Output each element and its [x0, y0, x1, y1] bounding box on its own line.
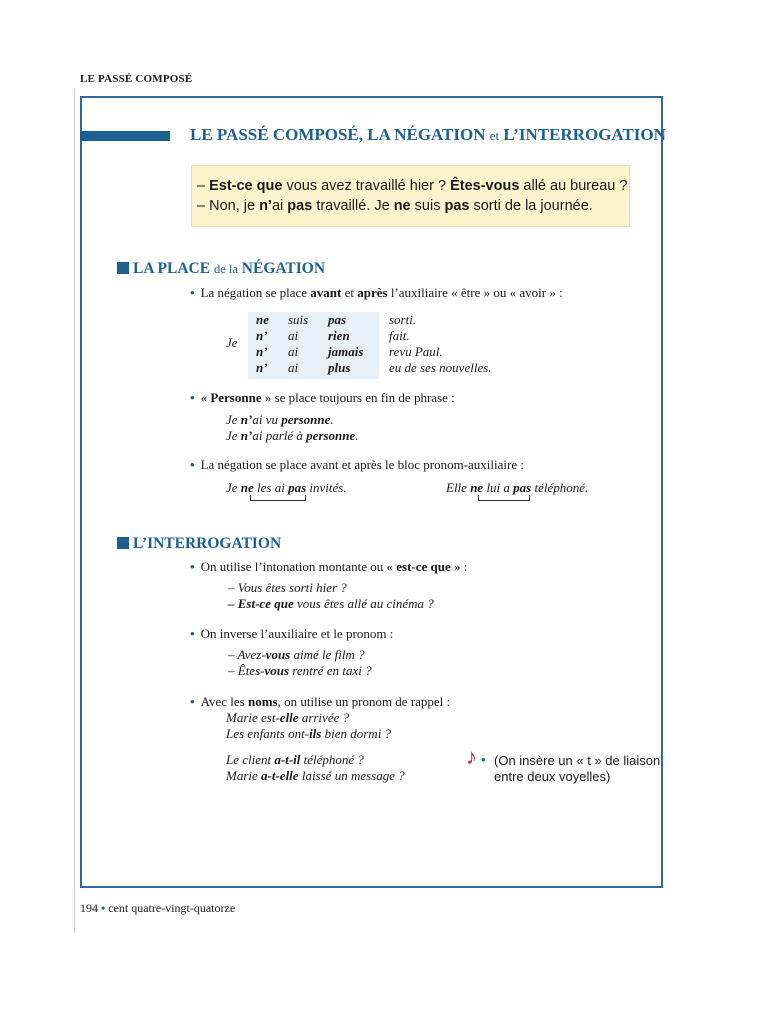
- text-bold: ne: [240, 480, 254, 495]
- text-bold: – Est-ce que: [228, 596, 294, 611]
- text: les ai: [253, 480, 289, 495]
- title-joiner: et: [489, 128, 500, 143]
- text-bold: avant: [310, 285, 342, 300]
- text-bold: ne: [470, 480, 484, 495]
- page-number-words: cent quatre-vingt-quatorze: [108, 901, 236, 915]
- text-bold: pas: [513, 480, 532, 495]
- text-bold: ils: [309, 726, 322, 741]
- text: La négation se place avant et après le bloc pronom-auxiliaire :: [200, 457, 524, 472]
- table-aux: ai: [288, 360, 299, 375]
- text-bold: pas: [444, 198, 470, 214]
- bullet-inversion: [190, 626, 393, 642]
- table-rest: revu Paul.: [389, 344, 443, 359]
- text: téléphoné.: [531, 480, 589, 495]
- text: arrivée ?: [298, 710, 350, 725]
- text: bien dormi ?: [321, 726, 392, 741]
- text-bold: elle: [279, 710, 299, 725]
- table-subject: Je: [226, 335, 238, 350]
- text-bold: noms: [247, 694, 278, 709]
- text: – Êtes-: [228, 663, 265, 678]
- text: de la: [213, 262, 238, 276]
- example-bloc-right: [446, 480, 588, 496]
- text-bold: n’: [240, 412, 253, 427]
- text: laissé un message ?: [298, 768, 405, 783]
- bullet-personne: [190, 390, 455, 406]
- example-inversion-1: [228, 647, 365, 663]
- example-noms-1: [226, 710, 349, 726]
- table-neg: jamais: [328, 344, 364, 359]
- text-bold: vous: [265, 647, 291, 662]
- bullet-negation-place: [190, 285, 563, 301]
- text-bold: est-ce que: [396, 559, 451, 574]
- text-bold: personne: [306, 428, 356, 443]
- text: – Avez-: [228, 647, 266, 662]
- table-ne: n’: [256, 360, 268, 375]
- text: aimé le film ?: [290, 647, 365, 662]
- text: NÉGATION: [241, 260, 326, 277]
- example-intonation-2: [228, 596, 434, 612]
- example-box: [191, 165, 630, 227]
- table-aux: ai: [288, 344, 299, 359]
- bullet-dot-icon: •: [190, 559, 195, 574]
- example-noms-2: [226, 726, 391, 742]
- music-note-icon: ♪: [466, 744, 477, 769]
- table-rest: fait.: [389, 328, 410, 343]
- text: Les enfants ont-: [226, 726, 310, 741]
- text-bold: pas: [287, 198, 313, 214]
- section-title-interrogation: [117, 535, 281, 553]
- example-bloc-left: [226, 480, 347, 496]
- table-aux: suis: [288, 312, 309, 327]
- table-neg: rien: [328, 328, 350, 343]
- text: suis: [410, 198, 445, 214]
- page-footer: [80, 901, 235, 916]
- example-line-1: [197, 176, 629, 196]
- bullet-dot-icon: •: [190, 626, 195, 641]
- bullet-dot-icon: •: [101, 901, 106, 915]
- example-inversion-2: [228, 663, 372, 679]
- text: lui a: [483, 480, 514, 495]
- section-square-icon: [117, 537, 129, 549]
- text-bold: ne: [393, 198, 411, 214]
- table-rest: eu de ses nouvelles.: [389, 360, 492, 375]
- table-aux: ai: [288, 328, 299, 343]
- text: » se place toujours en fin de phrase :: [261, 390, 455, 405]
- example-personne-1: [226, 412, 334, 428]
- bracket-underline: [478, 495, 530, 501]
- bullet-intonation: [190, 559, 467, 575]
- text: La négation se place: [200, 285, 311, 300]
- example-personne-2: [226, 428, 359, 444]
- text: Je: [226, 480, 241, 495]
- page-number: 194: [80, 901, 98, 915]
- text: téléphoné ?: [300, 752, 364, 767]
- text: invités.: [306, 480, 347, 495]
- text: rentré en taxi ?: [289, 663, 372, 678]
- text-bold: après: [357, 285, 388, 300]
- text: On inverse l’auxiliaire et le pronom :: [200, 626, 394, 641]
- title-part1: LE PASSÉ COMPOSÉ, LA NÉGATION: [190, 125, 486, 144]
- text-bold: pas: [288, 480, 307, 495]
- text: .: [330, 412, 334, 427]
- text: vous avez travaillé hier ?: [282, 178, 451, 194]
- text-bold: a-t-il: [274, 752, 301, 767]
- text: Le client: [226, 752, 275, 767]
- example-liaison-2: [226, 768, 405, 784]
- bullet-dot-icon: •: [190, 694, 195, 709]
- text: On utilise l’intonation montante ou «: [200, 559, 397, 574]
- bullet-dot-icon: •: [190, 457, 195, 472]
- text: ai: [271, 198, 288, 214]
- text-bold: Personne: [210, 390, 262, 405]
- table-ne: n’: [256, 344, 268, 359]
- text: – Non, je: [197, 198, 260, 214]
- example-liaison-1: [226, 752, 364, 768]
- table-ne: n’: [256, 328, 268, 343]
- text: «: [200, 390, 211, 405]
- text: ai vu: [252, 412, 282, 427]
- text: –: [197, 178, 210, 194]
- note-liaison-1: (On insère un « t » de liaison: [494, 753, 661, 768]
- text: L’INTERROGATION: [133, 535, 282, 552]
- text: , on utilise un pronom de rappel :: [277, 694, 451, 709]
- text: vous êtes allé au cinéma ?: [293, 596, 434, 611]
- text-bold: n’: [259, 198, 272, 214]
- text: et: [341, 285, 358, 300]
- bullet-dot-icon: •: [190, 390, 195, 405]
- text: Avec les: [200, 694, 248, 709]
- text: » :: [450, 559, 468, 574]
- text: sorti de la journée.: [469, 198, 593, 214]
- bracket-underline: [250, 495, 306, 501]
- margin-rule: [74, 88, 75, 933]
- title-part2: L’INTERROGATION: [503, 125, 666, 144]
- table-neg: plus: [328, 360, 351, 375]
- text: Marie: [226, 768, 262, 783]
- text-bold: Êtes-vous: [450, 178, 520, 194]
- text: ai parlé à: [252, 428, 307, 443]
- text-bold: Est-ce que: [209, 178, 283, 194]
- title-bar-decoration: [80, 131, 170, 141]
- table-ne: ne: [256, 312, 269, 327]
- bullet-dot-icon: •: [190, 285, 195, 300]
- text-bold: n’: [240, 428, 253, 443]
- table-rest: sorti.: [389, 312, 417, 327]
- section-title-negation: [117, 260, 325, 278]
- text: l’auxiliaire « être » ou « avoir » :: [387, 285, 563, 300]
- text: Elle: [446, 480, 471, 495]
- text: travaillé. Je: [312, 198, 394, 214]
- text: Marie est-: [226, 710, 280, 725]
- text: Je: [226, 412, 241, 427]
- example-line-2: [197, 196, 629, 216]
- running-head: LE PASSÉ COMPOSÉ: [80, 73, 193, 85]
- text-bold: a-t-elle: [261, 768, 299, 783]
- bullet-noms: [190, 694, 450, 710]
- table-neg: pas: [328, 312, 347, 327]
- text-bold: vous: [264, 663, 290, 678]
- section-square-icon: [117, 262, 129, 274]
- note-liaison-2: entre deux voyelles): [494, 769, 611, 784]
- bullet-dot-icon: •: [481, 752, 486, 767]
- text: Je: [226, 428, 241, 443]
- text-bold: personne: [281, 412, 331, 427]
- text: allé au bureau ?: [519, 178, 628, 194]
- text: .: [355, 428, 359, 443]
- text: LA PLACE: [133, 260, 211, 277]
- bullet-bloc: [190, 457, 524, 473]
- page-title: [190, 125, 666, 145]
- example-intonation-1: – Vous êtes sorti hier ?: [228, 580, 347, 595]
